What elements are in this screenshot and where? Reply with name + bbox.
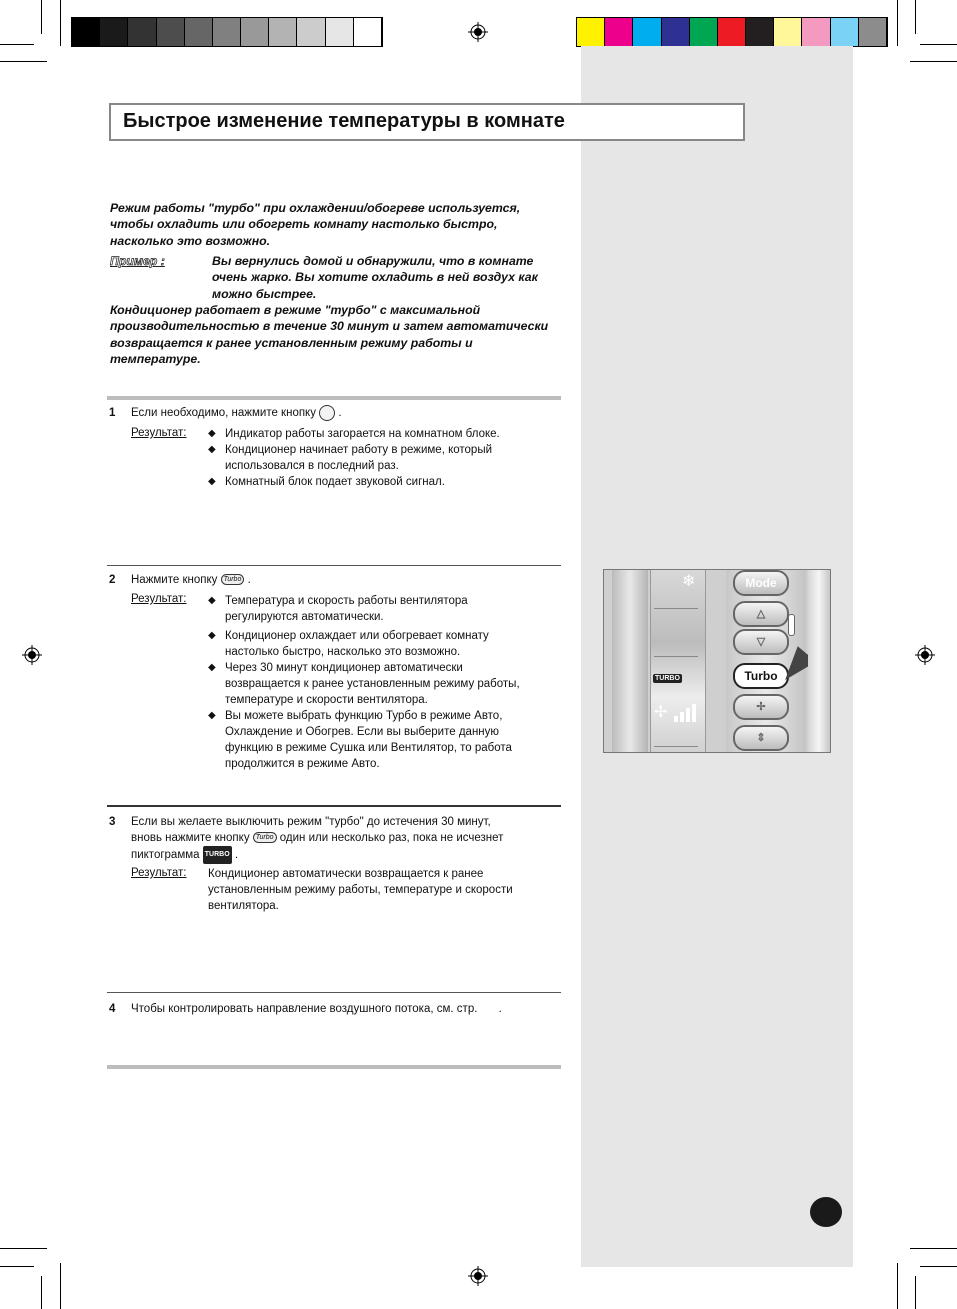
step-number: 3 bbox=[109, 816, 116, 828]
turbo-description bbox=[110, 302, 570, 367]
turbo-description-line: производительностью в течение 30 минут и затем автоматически bbox=[110, 319, 549, 334]
color-swatch bbox=[718, 18, 746, 46]
section-divider bbox=[107, 396, 561, 400]
display-line bbox=[654, 608, 698, 609]
crop-mark bbox=[897, 0, 898, 46]
crop-mark bbox=[897, 1263, 898, 1309]
remote-edge bbox=[808, 570, 830, 752]
section-divider bbox=[107, 565, 561, 566]
crop-mark bbox=[0, 61, 47, 62]
bullet-line: возвращается к ранее установленным режиму работы, bbox=[225, 678, 520, 690]
color-swatch bbox=[213, 18, 241, 46]
step-2-text-end: . bbox=[247, 574, 251, 586]
example-label: Пример : bbox=[110, 254, 165, 268]
result-label: Результат: bbox=[131, 593, 187, 605]
bullet-text bbox=[225, 426, 500, 442]
color-swatch bbox=[241, 18, 269, 46]
bullet-line: Комнатный блок подает звуковой сигнал. bbox=[225, 476, 445, 488]
fan-speed-icon: ✢ bbox=[654, 702, 700, 722]
bullet-line: Кондиционер охлаждает или обогревает комнату bbox=[225, 630, 489, 642]
example-line: Вы вернулись домой и обнаружили, что в комнате bbox=[212, 254, 534, 268]
result-line: установленным режиму работы, температуре и скорости bbox=[208, 884, 513, 896]
temp-up-button[interactable]: △ bbox=[733, 601, 789, 627]
color-swatch bbox=[269, 18, 297, 46]
diamond-bullet-icon: ◆ bbox=[208, 444, 216, 455]
bullet-line: функцию в режиме Сушка или Вентилятор, то работа bbox=[225, 742, 512, 754]
result-line: Кондиционер автоматически возвращается к ранее bbox=[208, 868, 484, 880]
crop-mark bbox=[920, 44, 957, 45]
step-3-text: . bbox=[234, 849, 239, 862]
turbo-indicator-icon: TURBO bbox=[203, 846, 232, 864]
crop-mark bbox=[41, 0, 42, 34]
crop-mark bbox=[0, 44, 34, 45]
result-label: Результат: bbox=[131, 427, 187, 439]
turbo-button[interactable]: Turbo bbox=[733, 663, 789, 689]
step-1-text-end: . bbox=[338, 407, 342, 420]
step-number: 1 bbox=[109, 407, 116, 419]
intro-line: Режим работы "турбо" при охлаждении/обогреве используется, bbox=[110, 201, 521, 215]
bullet-line: Через 30 минут кондиционер автоматически bbox=[225, 662, 463, 674]
example-line: очень жарко. Вы хотите охладить в ней воздух как bbox=[212, 270, 538, 285]
bullet-line: Температура и скорость работы вентилятора bbox=[225, 595, 468, 607]
remote-display bbox=[650, 570, 706, 752]
snowflake-icon: ❄ bbox=[682, 573, 696, 590]
step-text bbox=[131, 405, 342, 421]
remote-turbo-indicator: TURBO bbox=[655, 675, 680, 682]
color-swatch bbox=[100, 18, 128, 46]
diamond-bullet-icon: ◆ bbox=[208, 595, 216, 606]
intro-line: насколько это возможно. bbox=[110, 233, 271, 248]
example-line: можно быстрее. bbox=[212, 286, 317, 301]
bullet-text bbox=[225, 442, 492, 474]
bullet-line: температуре и скорости вентилятора. bbox=[225, 694, 428, 706]
section-divider bbox=[107, 992, 561, 993]
result-text bbox=[208, 866, 513, 914]
step-3-line: Если вы желаете выключить режим "турбо" до истечения 30 минут, bbox=[131, 816, 491, 828]
color-swatch bbox=[633, 18, 661, 46]
color-swatch bbox=[831, 18, 859, 46]
display-line bbox=[654, 656, 698, 657]
section-divider bbox=[107, 805, 561, 807]
turbo-button-icon: Turbo bbox=[221, 574, 245, 585]
remote-left-body bbox=[612, 570, 648, 752]
display-line bbox=[654, 746, 698, 747]
step-1-text: Если необходимо, нажмите кнопку bbox=[131, 407, 316, 420]
step-3-text: один или несколько раз, пока не исчезнет bbox=[279, 832, 504, 844]
color-swatch bbox=[157, 18, 185, 46]
bullet-line: использовался в последний раз. bbox=[225, 460, 399, 472]
crop-mark bbox=[0, 1266, 34, 1267]
diamond-bullet-icon: ◆ bbox=[208, 662, 216, 673]
color-swatch bbox=[746, 18, 774, 46]
crop-mark bbox=[60, 1263, 61, 1309]
page-title: Быстрое изменение температуры в комнате bbox=[123, 110, 565, 132]
step-3-line bbox=[131, 830, 561, 846]
step-3-text: пиктограмма bbox=[131, 849, 200, 862]
temp-down-button[interactable]: ▽ bbox=[733, 629, 789, 655]
turbo-button-icon: Turbo bbox=[253, 832, 277, 843]
color-swatch bbox=[859, 18, 887, 46]
page-number-badge bbox=[810, 1197, 842, 1227]
step-number: 2 bbox=[109, 574, 116, 586]
crop-mark bbox=[60, 0, 61, 46]
crop-mark bbox=[915, 0, 916, 34]
power-button-icon bbox=[319, 405, 335, 421]
color-swatch bbox=[605, 18, 633, 46]
crop-mark bbox=[910, 1248, 957, 1249]
grayscale-bar bbox=[71, 17, 383, 47]
bullet-line: Кондиционер начинает работу в режиме, который bbox=[225, 444, 493, 456]
bullet-text bbox=[225, 474, 445, 490]
color-swatch bbox=[326, 18, 354, 46]
step-2-text: Нажмите кнопку bbox=[131, 574, 218, 586]
step-4-text: Чтобы контролировать направление воздушного потока, см. стр. bbox=[131, 1003, 478, 1015]
thermometer-icon bbox=[788, 614, 795, 636]
bullet-text bbox=[225, 628, 489, 660]
step-text bbox=[131, 572, 251, 588]
color-bar bbox=[576, 17, 888, 47]
registration-mark-icon bbox=[468, 22, 488, 42]
crop-mark bbox=[0, 1248, 47, 1249]
mode-button[interactable]: Mode bbox=[733, 570, 789, 596]
color-swatch bbox=[802, 18, 830, 46]
bullet-line: Охлаждение и Обогрев. Если вы выберите данную bbox=[225, 726, 500, 738]
bullet-text bbox=[225, 660, 520, 708]
remote-control-image bbox=[603, 569, 831, 753]
diamond-bullet-icon: ◆ bbox=[208, 476, 216, 487]
bullet-line: Вы можете выбрать функцию Турбо в режиме Авто, bbox=[225, 710, 503, 722]
step-text bbox=[131, 814, 561, 864]
color-swatch bbox=[297, 18, 325, 46]
diamond-bullet-icon: ◆ bbox=[208, 428, 216, 439]
color-swatch bbox=[72, 18, 100, 46]
color-swatch bbox=[690, 18, 718, 46]
diamond-bullet-icon: ◆ bbox=[208, 710, 216, 721]
crop-mark bbox=[920, 1266, 957, 1267]
bullet-line: регулируются автоматически. bbox=[225, 611, 384, 623]
registration-mark-icon bbox=[22, 645, 42, 665]
color-swatch bbox=[354, 18, 382, 46]
crop-mark bbox=[910, 61, 957, 62]
result-label: Результат: bbox=[131, 867, 187, 879]
intro-paragraph bbox=[110, 200, 570, 249]
registration-mark-icon bbox=[915, 645, 935, 665]
intro-line: чтобы охладить или обогреть комнату настолько быстро, bbox=[110, 217, 498, 232]
color-swatch bbox=[128, 18, 156, 46]
registration-mark-icon bbox=[468, 1266, 488, 1286]
bullet-line: настолько быстро, насколько это возможно. bbox=[225, 646, 461, 658]
step-3-line bbox=[131, 846, 561, 864]
turbo-description-line: температуре. bbox=[110, 351, 201, 366]
step-number: 4 bbox=[109, 1003, 116, 1015]
bullet-line: продолжится в режиме Авто. bbox=[225, 758, 380, 770]
color-swatch bbox=[185, 18, 213, 46]
section-divider bbox=[107, 1065, 561, 1069]
title-box bbox=[109, 103, 745, 141]
bullet-line: Индикатор работы загорается на комнатном блоке. bbox=[225, 428, 500, 440]
swing-button[interactable]: ⇕ bbox=[733, 725, 789, 751]
bullet-text bbox=[225, 708, 512, 772]
bullet-text bbox=[225, 593, 468, 625]
turbo-description-line: Кондиционер работает в режиме "турбо" с максимальной bbox=[110, 303, 481, 317]
crop-mark bbox=[915, 1276, 916, 1309]
turbo-description-line: возвращается к ранее установленным режиму работы и bbox=[110, 335, 473, 350]
step-4-text-end: . bbox=[498, 1003, 502, 1015]
example-text bbox=[212, 253, 572, 302]
step-text bbox=[131, 1001, 502, 1017]
color-swatch bbox=[577, 18, 605, 46]
fan-button[interactable]: ✢ bbox=[733, 694, 789, 720]
color-swatch bbox=[662, 18, 690, 46]
result-line: вентилятора. bbox=[208, 900, 279, 912]
crop-mark bbox=[41, 1276, 42, 1309]
step-3-text: вновь нажмите кнопку bbox=[131, 832, 250, 844]
diamond-bullet-icon: ◆ bbox=[208, 630, 216, 641]
color-swatch bbox=[774, 18, 802, 46]
